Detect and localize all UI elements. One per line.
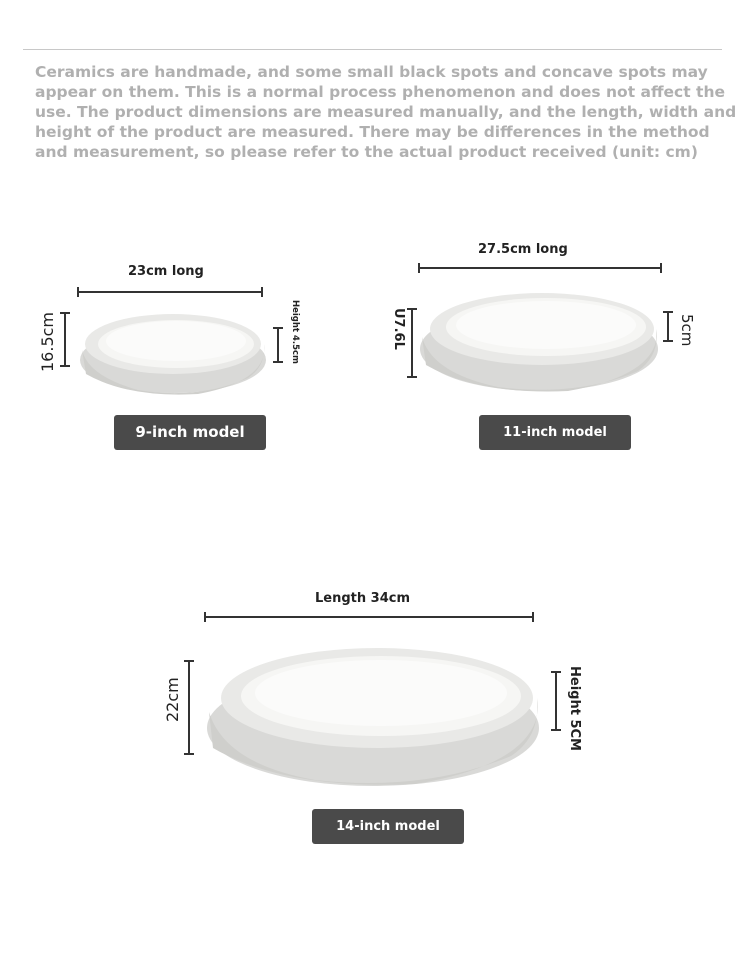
- length-dimension-line-9: [77, 291, 263, 293]
- width-label-14: 22cm: [163, 677, 182, 722]
- width-dimension-line-9: [64, 312, 66, 367]
- height-dimension-line-11: [667, 311, 669, 342]
- width-dimension-line-14: [188, 660, 190, 755]
- length-label-14: Length 34cm: [315, 591, 410, 606]
- width-label-9: 16.5cm: [38, 311, 57, 372]
- plate-image-14: [205, 638, 541, 790]
- length-dimension-line-11: [418, 267, 662, 269]
- height-label-9: Height 4.5cm: [290, 300, 300, 364]
- length-label-9: 23cm long: [128, 264, 204, 279]
- model-label-11-inch: 11-inch model: [479, 415, 631, 450]
- width-dimension-line-11: [411, 308, 413, 378]
- length-dimension-line-14: [204, 616, 534, 618]
- plate-image-9: [78, 308, 268, 396]
- width-label-11: U7.6L: [391, 308, 406, 350]
- top-divider: [23, 49, 722, 50]
- height-dimension-line-14: [555, 671, 557, 731]
- height-label-14: Height 5CM: [567, 666, 582, 751]
- product-notice: Ceramics are handmade, and some small black spots and concave spots may appear on them. This is a normal process phenomenon and does not affect the use. The product dimensions are measured manually, and the length, width and height of the product are measured. There may be differences in the method and measurement, so please refer to the actual product received (unit: cm): [35, 63, 737, 161]
- model-label-9-inch: 9-inch model: [114, 415, 266, 450]
- length-label-11: 27.5cm long: [478, 242, 568, 257]
- model-label-14-inch: 14-inch model: [312, 809, 464, 844]
- height-label-11: 5cm: [678, 314, 696, 347]
- plate-image-11: [418, 285, 660, 395]
- height-dimension-line-9: [277, 327, 279, 363]
